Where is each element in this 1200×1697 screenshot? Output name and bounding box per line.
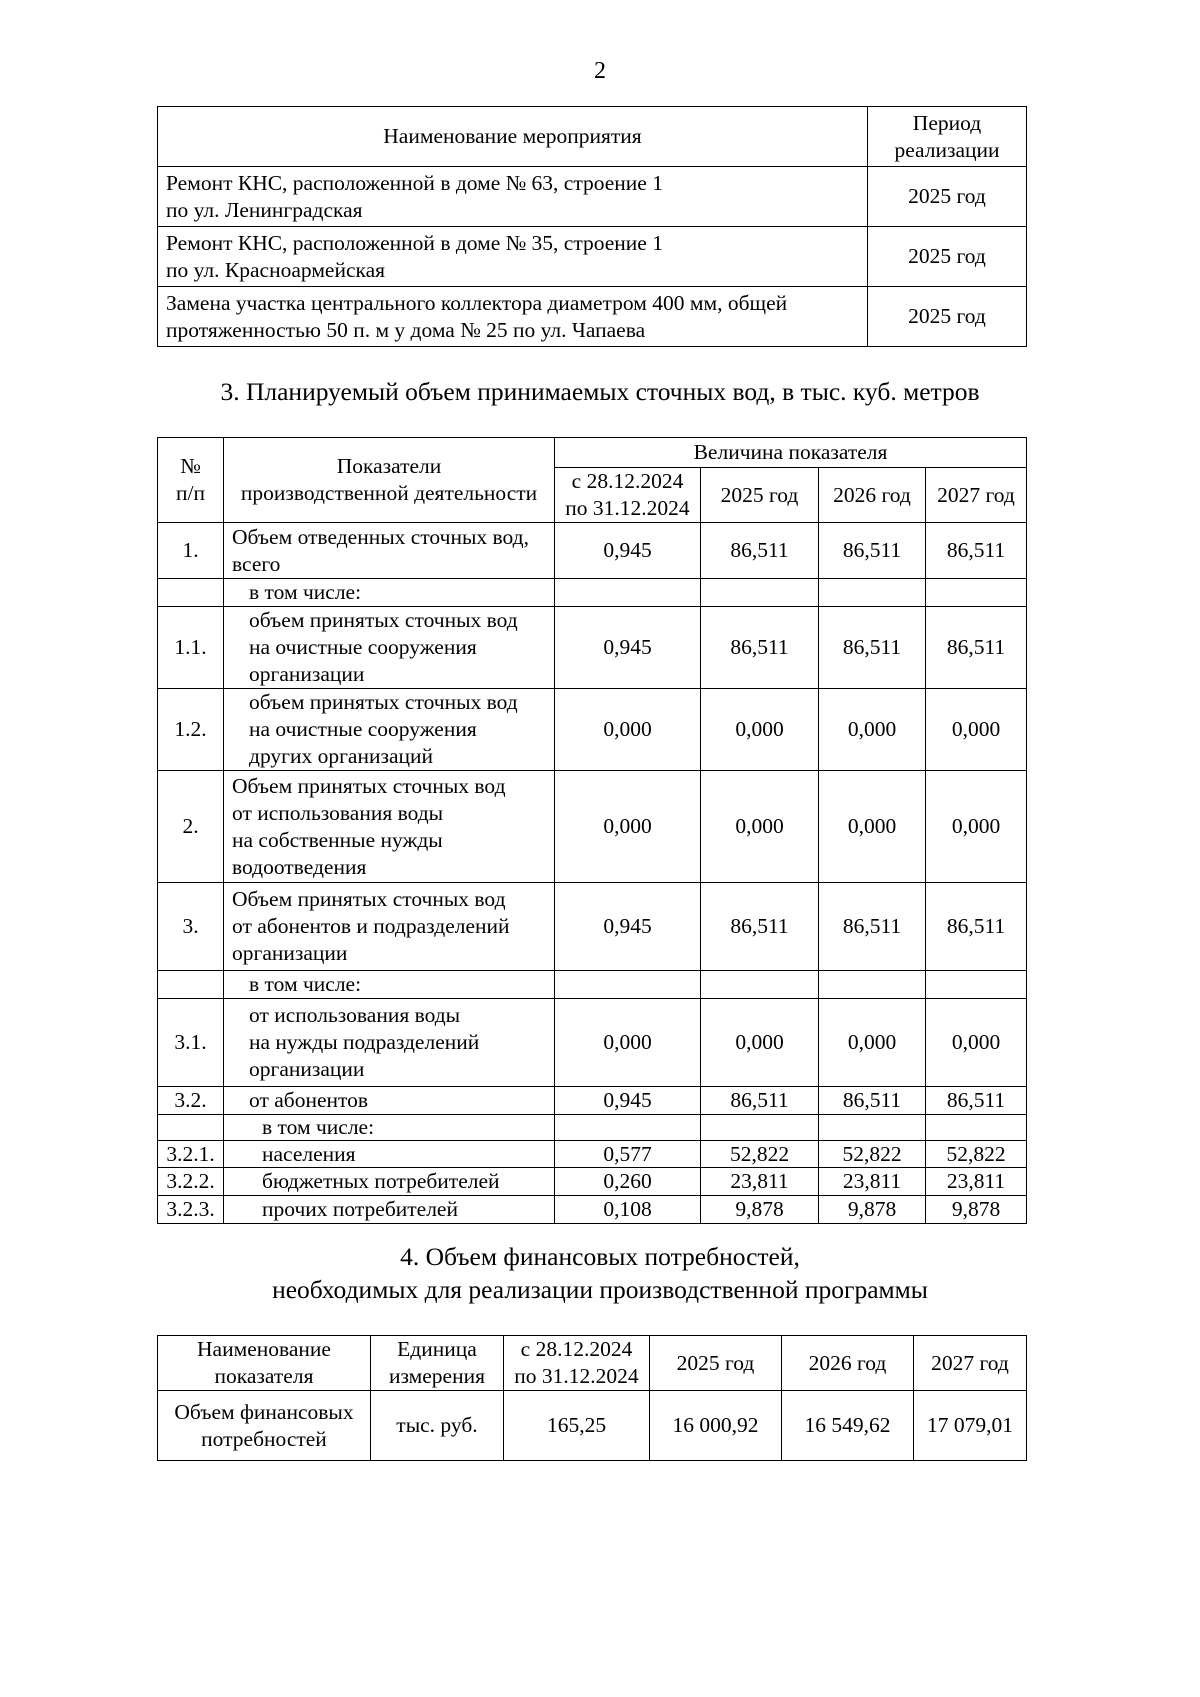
value-period [555, 971, 701, 999]
section-4-title-line-1: 4. Объем финансовых потребностей, [400, 1242, 800, 1271]
indicator-name: от использования воды на нужды подразделений организации [224, 999, 555, 1087]
value-2026: 0,000 [819, 771, 926, 883]
value-2026: 9,878 [819, 1196, 926, 1224]
period-header [868, 107, 1027, 167]
value-2027: 52,822 [926, 1141, 1027, 1168]
measure-name: Ремонт КНС, расположенной в доме № 35, строение 1 по ул. Красноармейская [158, 227, 868, 287]
table-row [158, 1087, 1027, 1115]
table-row [158, 689, 1027, 771]
unit-header: Единица измерения [371, 1336, 504, 1391]
year-2025-header: 2025 год [650, 1336, 782, 1391]
value-2025: 0,000 [701, 771, 819, 883]
value-period: 0,945 [555, 883, 701, 971]
row-number: 1.1. [158, 607, 224, 689]
period-header: с 28.12.2024 по 31.12.2024 [504, 1336, 650, 1391]
financial-needs-table [157, 1335, 1027, 1461]
row-number: 1.2. [158, 689, 224, 771]
table-row [158, 771, 1027, 883]
value-period: 0,945 [555, 523, 701, 579]
value-2025 [701, 1115, 819, 1141]
value-period: 0,000 [555, 771, 701, 883]
value-period [555, 1115, 701, 1141]
value-period: 0,260 [555, 1168, 701, 1196]
value-2027 [926, 1115, 1027, 1141]
value-2025: 86,511 [701, 1087, 819, 1115]
value-period: 165,25 [504, 1391, 650, 1461]
table-row [158, 607, 1027, 689]
indicator-name: в том числе: [224, 971, 555, 999]
value-2025: 0,000 [701, 999, 819, 1087]
year-2026-header: 2026 год [819, 468, 926, 523]
num-header: № п/п [158, 438, 224, 523]
value-2026: 86,511 [819, 1087, 926, 1115]
value-2026: 86,511 [819, 523, 926, 579]
table-row [158, 1168, 1027, 1196]
row-number [158, 971, 224, 999]
value-2026: 86,511 [819, 883, 926, 971]
row-number [158, 1115, 224, 1141]
row-number: 3.2.1. [158, 1141, 224, 1168]
value-2027: 0,000 [926, 999, 1027, 1087]
table-row [158, 579, 1027, 607]
table-row [158, 999, 1027, 1087]
indicator-name: Объем финансовых потребностей [158, 1391, 371, 1461]
indicator-name: в том числе: [224, 1115, 555, 1141]
table-row [158, 167, 1027, 227]
year-2026-header: 2026 год [782, 1336, 914, 1391]
value-2027: 86,511 [926, 607, 1027, 689]
value-2027 [926, 971, 1027, 999]
value-2025: 9,878 [701, 1196, 819, 1224]
table-row [158, 523, 1027, 579]
row-number: 3.2. [158, 1087, 224, 1115]
indicator-name: Объем отведенных сточных вод, всего [224, 523, 555, 579]
table-row [158, 227, 1027, 287]
value-2026: 16 549,62 [782, 1391, 914, 1461]
value-2026 [819, 579, 926, 607]
measure-name: Замена участка центрального коллектора диаметром 400 мм, общей протяженностью 50 п. м у дома № 25 по ул. Чапаева [158, 287, 868, 347]
value-2027: 0,000 [926, 689, 1027, 771]
row-number [158, 579, 224, 607]
value-period: 0,000 [555, 999, 701, 1087]
row-number: 3.2.2. [158, 1168, 224, 1196]
wastewater-volume-rows [158, 523, 1027, 1224]
value-2027: 17 079,01 [914, 1391, 1027, 1461]
indicator-name: населения [224, 1141, 555, 1168]
indicator-name: объем принятых сточных вод на очистные сооружения организации [224, 607, 555, 689]
value-2027: 86,511 [926, 1087, 1027, 1115]
indicator-name: от абонентов [224, 1087, 555, 1115]
value-2025 [701, 971, 819, 999]
table-row [158, 883, 1027, 971]
value-2025: 0,000 [701, 689, 819, 771]
section-4-title-line-2: необходимых для реализации производственной программы [272, 1275, 928, 1304]
indicator-name: прочих потребителей [224, 1196, 555, 1224]
indicator-name: в том числе: [224, 579, 555, 607]
measure-name: Ремонт КНС, расположенной в доме № 63, строение 1 по ул. Ленинградская [158, 167, 868, 227]
value-2027: 23,811 [926, 1168, 1027, 1196]
value-2026 [819, 971, 926, 999]
value-2025: 86,511 [701, 523, 819, 579]
wastewater-volume-table [157, 437, 1027, 1224]
measure-period: 2025 год [868, 167, 1027, 227]
value-period: 0,577 [555, 1141, 701, 1168]
table-row [158, 287, 1027, 347]
indicator-name: Объем принятых сточных вод от абонентов и подразделений организации [224, 883, 555, 971]
value-period: 0,108 [555, 1196, 701, 1224]
table-row [158, 971, 1027, 999]
table-row [158, 1141, 1027, 1168]
unit-value: тыс. руб. [371, 1391, 504, 1461]
period-header: с 28.12.2024 по 31.12.2024 [555, 468, 701, 523]
value-2025: 23,811 [701, 1168, 819, 1196]
value-2027: 86,511 [926, 883, 1027, 971]
value-2025: 86,511 [701, 883, 819, 971]
value-period: 0,945 [555, 607, 701, 689]
indicator-name: Объем принятых сточных вод от использования воды на собственные нужды водоотведения [224, 771, 555, 883]
year-2025-header: 2025 год [701, 468, 819, 523]
value-2025: 16 000,92 [650, 1391, 782, 1461]
value-period: 0,945 [555, 1087, 701, 1115]
value-period: 0,000 [555, 689, 701, 771]
value-2026 [819, 1115, 926, 1141]
year-2027-header: 2027 год [926, 468, 1027, 523]
table-row [158, 1115, 1027, 1141]
indicator-name-header: Наименование показателя [158, 1336, 371, 1391]
row-number: 3. [158, 883, 224, 971]
value-2026: 0,000 [819, 689, 926, 771]
row-number: 2. [158, 771, 224, 883]
value-2027: 86,511 [926, 523, 1027, 579]
year-2027-header: 2027 год [914, 1336, 1027, 1391]
table-row [158, 1391, 1027, 1461]
indicator-name: бюджетных потребителей [224, 1168, 555, 1196]
row-number: 1. [158, 523, 224, 579]
value-2026: 0,000 [819, 999, 926, 1087]
value-2025: 52,822 [701, 1141, 819, 1168]
page-number: 2 [594, 58, 606, 84]
row-number: 3.1. [158, 999, 224, 1087]
value-period [555, 579, 701, 607]
measure-period: 2025 год [868, 287, 1027, 347]
table-row [158, 1196, 1027, 1224]
indicator-name: объем принятых сточных вод на очистные сооружения других организаций [224, 689, 555, 771]
value-2027: 0,000 [926, 771, 1027, 883]
measures-table [157, 106, 1027, 347]
period-header-text: Период реализации [894, 110, 1000, 162]
measure-period: 2025 год [868, 227, 1027, 287]
measure-name-header: Наименование мероприятия [158, 107, 868, 167]
row-number: 3.2.3. [158, 1196, 224, 1224]
value-2027 [926, 579, 1027, 607]
value-2026: 23,811 [819, 1168, 926, 1196]
value-2026: 52,822 [819, 1141, 926, 1168]
section-3-title: 3. Планируемый объем принимаемых сточных вод, в тыс. куб. метров [220, 377, 980, 406]
value-2025 [701, 579, 819, 607]
indicator-header: Показатели производственной деятельности [224, 438, 555, 523]
value-group-header: Величина показателя [555, 438, 1027, 468]
value-2025: 86,511 [701, 607, 819, 689]
value-2027: 9,878 [926, 1196, 1027, 1224]
value-2026: 86,511 [819, 607, 926, 689]
